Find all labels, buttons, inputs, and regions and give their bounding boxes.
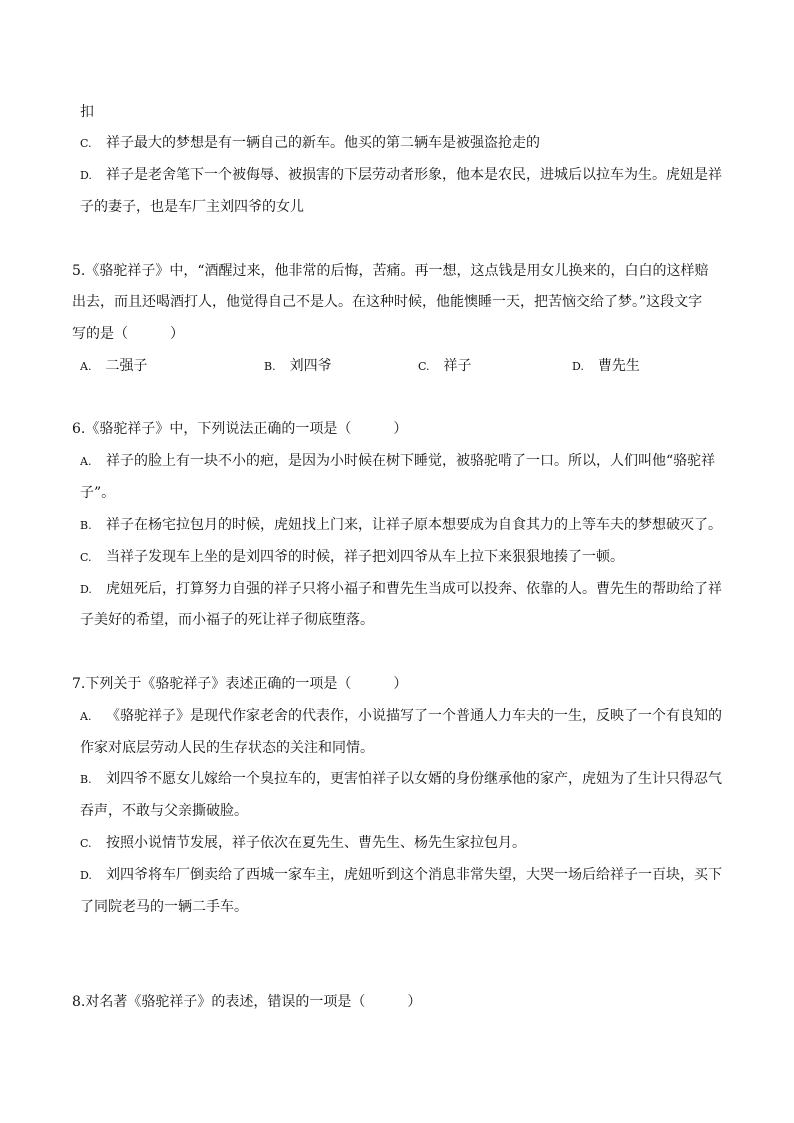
option-label: A. — [80, 360, 92, 373]
q6-option-b — [80, 515, 722, 536]
q5-stem-line1: 5.《骆驼祥子》中，“酒醒过来，他非常的后悔，苦痛。再一想，这点钱是用女儿换来的，白白的这样赔 — [72, 263, 709, 279]
option-text: 祥子是老舍笔下一个被侮辱、被损害的下层劳动者形象，他本是农民，进城后以拉车为生。虎妞是祥 — [106, 167, 722, 183]
option-text: 刘四爷将车厂倒卖给了西城一家车主，虎妞听到这个消息非常失望，大哭一场后给祥子一百块，买下 — [106, 867, 722, 883]
option-text: 祥子最大的梦想是有一辆自己的新车。他买的第二辆车是被强盗抢走的 — [106, 135, 540, 151]
q5-option-c — [418, 356, 472, 377]
option-text: 祥子的脸上有一块不小的疤，是因为小时候在树下睡觉，被骆驼啃了一口。所以，人们叫他“骆驼祥 — [106, 453, 716, 469]
q8-stem: 8.对名著《骆驼祥子》的表述，错误的一项是（ ） — [72, 994, 422, 1010]
option-label: C. — [80, 837, 92, 850]
option-label: A. — [80, 455, 92, 468]
q7-option-b — [80, 769, 722, 790]
option-text: 刘四爷不愿女儿嫁给一个臭拉车的，更害怕祥子以女婿的身份继承他的家产，虎妞为了生计只得忍气 — [106, 771, 722, 787]
q4-option-d — [80, 165, 722, 186]
option-text: 祥子在杨宅拉包月的时候，虎妞找上门来，让祥子原本想要成为自食其力的上等车夫的梦想破灭了。 — [106, 517, 722, 533]
q7-option-a — [80, 706, 722, 727]
q6-option-d-cont: 子美好的希望，而小福子的死让祥子彻底堕落。 — [80, 612, 374, 628]
option-label: B. — [80, 519, 92, 532]
option-label: A. — [80, 710, 92, 723]
option-label: B. — [80, 773, 92, 786]
option-text: 祥子 — [443, 358, 472, 374]
option-label: D. — [80, 583, 92, 596]
q4-option-d-cont: 子的妻子，也是车厂主刘四爷的女儿 — [80, 199, 304, 215]
q7-option-a-cont: 作家对底层劳动人民的生存状态的关注和同情。 — [80, 740, 374, 756]
q7-option-b-cont: 吞声，不敢与父亲撕破脸。 — [80, 803, 248, 819]
option-text: 刘四爷 — [289, 358, 332, 374]
q7-option-d — [80, 865, 722, 886]
q5-stem-line3: 写的是（ ） — [72, 326, 184, 342]
option-label: D. — [80, 169, 92, 182]
q4-continuation: 扣 — [80, 104, 94, 120]
q6-stem: 6.《骆驼祥子》中，下列说法正确的一项是（ ） — [72, 421, 408, 437]
q7-stem: 7.下列关于《骆驼祥子》表述正确的一项是（ ） — [72, 676, 408, 692]
q6-option-a — [80, 451, 715, 472]
option-text: 按照小说情节发展，祥子依次在夏先生、曹先生、杨先生家拉包月。 — [106, 835, 526, 851]
q7-option-d-cont: 了同院老马的一辆二手车。 — [80, 899, 248, 915]
option-label: D. — [572, 360, 584, 373]
q7-option-c — [80, 833, 526, 854]
option-text: 当祥子发现车上坐的是刘四爷的时候，祥子把刘四爷从车上拉下来狠狠地揍了一顿。 — [106, 549, 624, 565]
option-text: 虎妞死后，打算努力自强的祥子只将小福子和曹先生当成可以投奔、依靠的人。曹先生的帮助给了祥 — [106, 581, 722, 597]
option-text: 曹先生 — [597, 358, 640, 374]
option-label: C. — [418, 360, 430, 373]
q4-option-c — [80, 133, 540, 154]
option-label: C. — [80, 551, 92, 564]
q6-option-c — [80, 547, 624, 568]
option-text: 二强子 — [105, 358, 148, 374]
q5-option-d — [572, 356, 640, 377]
option-label: D. — [80, 869, 92, 882]
q6-option-a-cont: 子”。 — [80, 485, 116, 501]
q6-option-d — [80, 579, 722, 600]
option-label: C. — [80, 137, 92, 150]
q5-option-a — [80, 356, 147, 377]
q5-option-b — [264, 356, 332, 377]
q5-stem-line2: 出去，而且还喝酒打人，他觉得自己不是人。在这种时候，他能懊睡一天，把苦恼交给了梦。”这段文字 — [72, 294, 703, 310]
option-text: 《骆驼祥子》是现代作家老舍的代表作，小说描写了一个普通人力车夫的一生，反映了一个有良知的 — [106, 708, 722, 724]
option-label: B. — [264, 360, 276, 373]
